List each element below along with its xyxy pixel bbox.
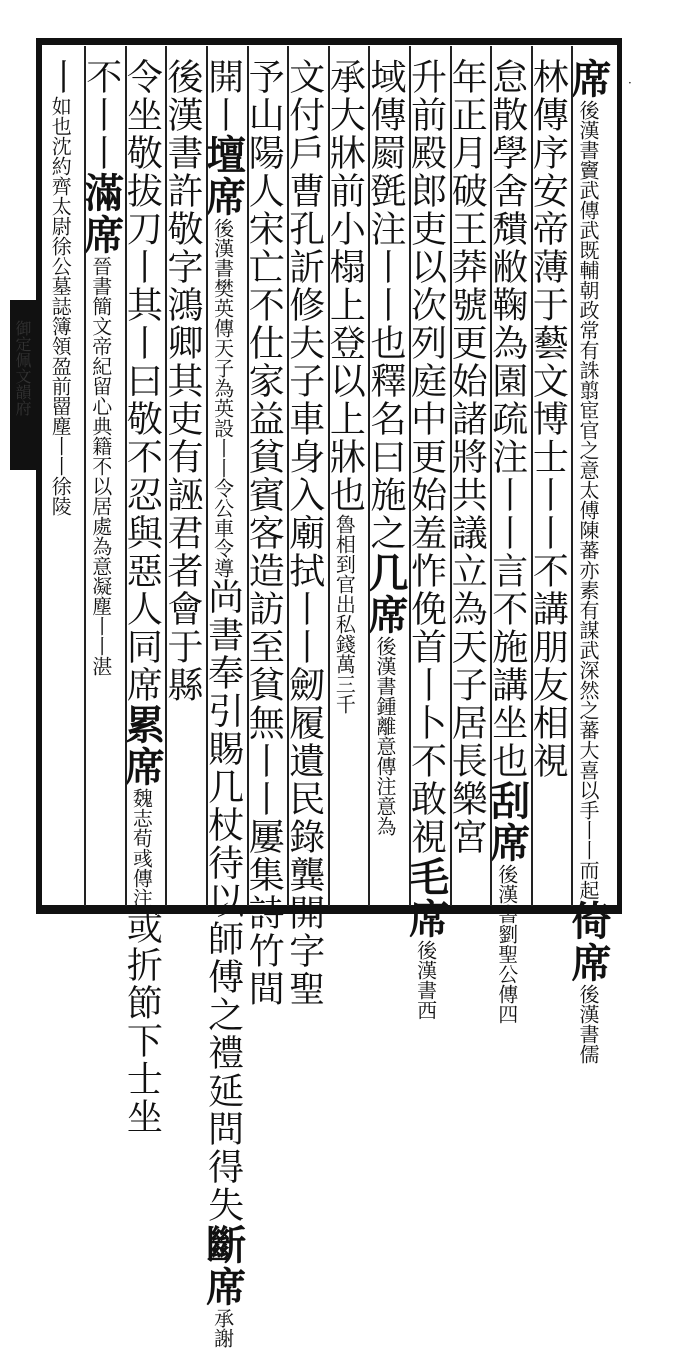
body-text: 不丨丨: [80, 58, 122, 172]
column-rule: [247, 46, 249, 906]
entry-heading: 累席: [118, 704, 166, 788]
text-column-13: [77, 58, 125, 898]
text-column-10: [199, 58, 247, 1348]
text-column-3: [483, 58, 531, 1024]
margin-tick-mark: ·: [628, 76, 632, 90]
body-text: 域傳罽㲪注丨丨也釋名曰施之: [364, 58, 406, 552]
body-text: 或折節下士坐: [121, 908, 163, 1136]
column-rule: [328, 46, 330, 906]
annotation-text: 後漢書鍾離意傳注意為: [372, 636, 397, 836]
entry-heading: 刮席: [483, 780, 531, 864]
body-text: 文付戶曹孔訢修夫子車身入廟拭丨丨劒履遺民錄龔開字聖: [283, 58, 325, 1008]
column-rule: [571, 46, 573, 906]
entry-heading: 滿席: [77, 172, 125, 256]
text-column-1: [564, 58, 612, 1064]
annotation-text: 如也沈約齊太尉徐公墓誌簿領盈前罶塵丨丨徐陵: [48, 96, 73, 516]
body-text: 升前殿郎吏以次列庭中更始羞怍俛首丨卜不敢視: [405, 58, 447, 856]
entry-heading: 倚席: [564, 900, 612, 984]
margin-label: 御定佩文韻府: [13, 320, 32, 416]
body-text: 開丨: [202, 58, 244, 134]
column-rule: [287, 46, 289, 906]
column-rule: [450, 46, 452, 906]
column-rule: [368, 46, 370, 906]
text-column-9: [243, 58, 286, 1008]
annotation-text: 魯相到官出私錢萬三千: [332, 514, 357, 714]
column-rule: [165, 46, 167, 906]
entry-heading: 毛席: [402, 856, 450, 940]
entry-heading: 斷席: [199, 1224, 247, 1308]
entry-heading: 席: [564, 58, 612, 100]
text-column-4: [446, 58, 489, 898]
text-column-8: [283, 58, 326, 1008]
text-column-6: [361, 58, 409, 898]
text-column-12: [118, 58, 166, 1136]
text-column-11: [161, 58, 204, 898]
body-text: 後漢書許敬字鴻卿其吏有誣君者會于縣: [161, 58, 203, 704]
column-rule: [84, 46, 86, 906]
annotation-text: 後漢書西: [413, 940, 438, 1020]
body-text: 林傳序安帝薄于藝文博士丨丨不講朋友相視: [527, 58, 569, 780]
column-rule: [206, 46, 208, 906]
annotation-text: 後漢書劉聖公傳四: [494, 864, 519, 1024]
entry-heading: 几席: [361, 552, 409, 636]
body-text: 年正月破王莽號更始諸將共議立為天子居長樂宮: [446, 58, 488, 856]
text-column-7: [324, 58, 367, 898]
body-text: 丨: [40, 58, 82, 96]
body-text: 承大牀前小榻上登以上牀也: [324, 58, 366, 514]
column-rule: [490, 46, 492, 906]
annotation-text: 魏志荀彧傳注: [129, 788, 154, 908]
text-column-2: [527, 58, 570, 898]
body-text: 尚書奉引賜几杖待以師傅之禮延問得失: [202, 578, 244, 1224]
column-rule: [409, 46, 411, 906]
column-rule: [125, 46, 127, 906]
annotation-text: 後漢書樊英傳天子為英設丨丨令公車令導: [210, 218, 235, 578]
annotation-text: 後漢書竇武傳武既輔朝政常有誅翦宦官之意太傅陳蕃亦素有謀武深然之蕃大喜以手丨丨而起: [575, 100, 600, 900]
body-text: 怠散學舍穨敝鞠為園疏注丨丨言不施講坐也: [486, 58, 528, 780]
text-column-5: [402, 58, 450, 1020]
text-column-14: [40, 58, 83, 898]
frame-top-border: [36, 38, 622, 45]
column-rule: [531, 46, 533, 906]
body-text: 予山陽人宋亡不仕家益貧賓客造訪至貧無丨丨屢集詩竹間: [243, 58, 285, 1008]
body-text: 令坐敬拔刀丨其丨曰敬不忍與惡人同席: [121, 58, 163, 704]
annotation-text: 後漢書儒: [575, 984, 600, 1064]
annotation-text: 晉書簡文帝紀留心典籍不以居處為意凝塵丨丨湛: [88, 256, 113, 676]
annotation-text: 承謝: [210, 1308, 235, 1348]
entry-heading: 壇席: [199, 134, 247, 218]
frame-right-border: [617, 38, 622, 914]
